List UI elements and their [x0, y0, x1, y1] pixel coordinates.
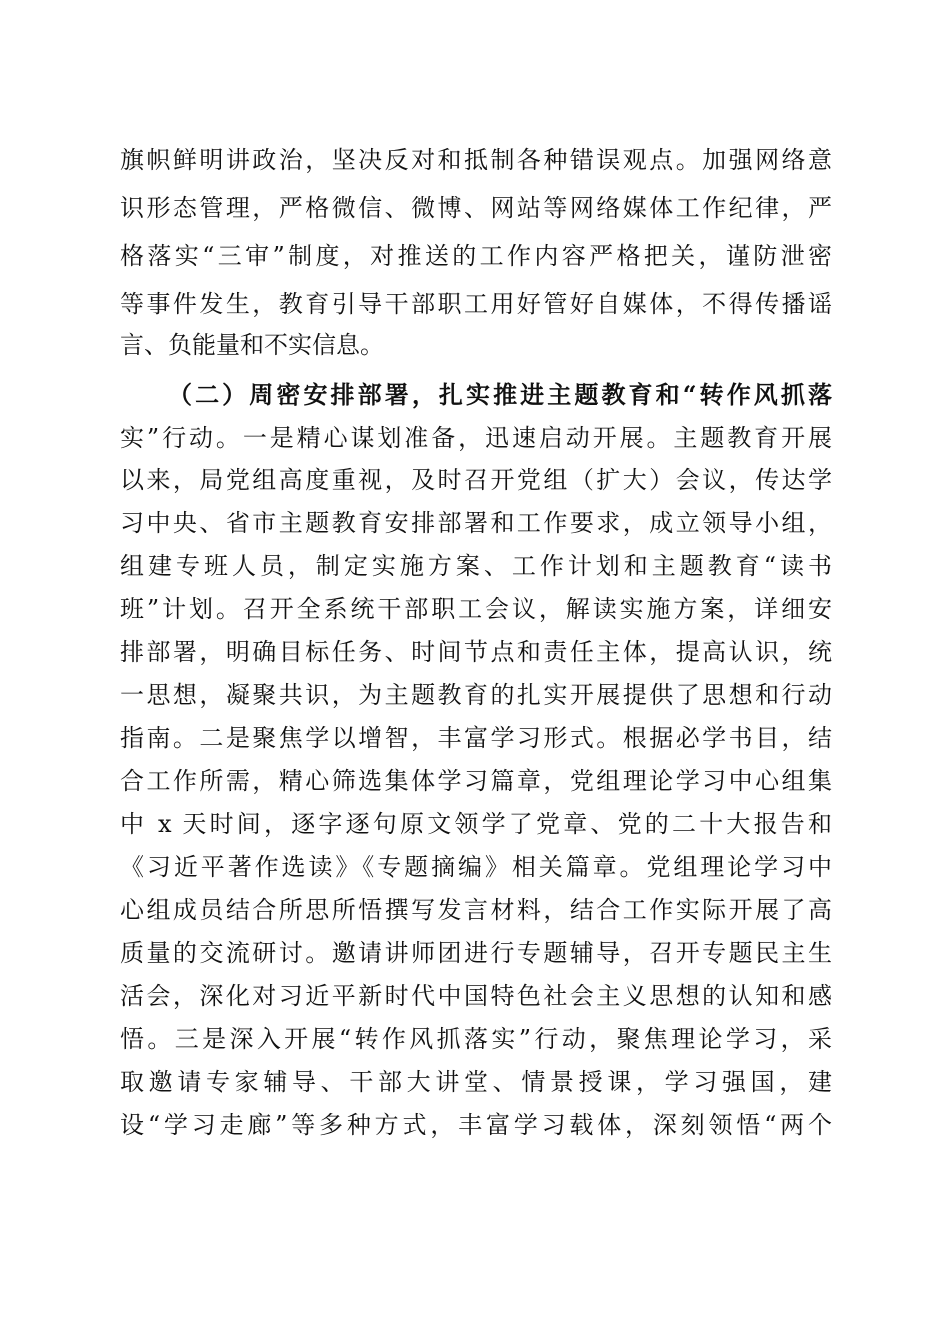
- text-line-15: 合工作所需，精心筛选集体学习篇章，党组理论学习中心组集: [120, 767, 832, 795]
- text-line-18: 心组成员结合所思所悟撰写发言材料，结合工作实际开展了高: [120, 896, 832, 924]
- text-line-17: 《习近平著作选读》《专题摘编》相关篇章。党组理论学习中: [120, 853, 832, 881]
- text-line-7: 实”行动。一是精心谋划准备，迅速启动开展。主题教育开展: [120, 424, 832, 452]
- text-line-3: 格落实“三审”制度，对推送的工作内容严格把关，谨防泄密: [120, 242, 832, 270]
- text-line-11: 班”计划。召开全系统干部职工会议，解读实施方案，详细安: [120, 595, 832, 623]
- text-line-23: 设“学习走廊”等多种方式，丰富学习载体，深刻领悟“两个: [120, 1111, 832, 1139]
- text-line-1: 旗帜鲜明讲政治，坚决反对和抵制各种错误观点。加强网络意: [120, 146, 832, 174]
- text-line-2: 识形态管理，严格微信、微博、网站等网络媒体工作纪律，严: [120, 194, 832, 222]
- text-line-16: 中 x 天时间，逐字逐句原文领学了党章、党的二十大报告和: [120, 810, 832, 838]
- text-line-8: 以来，局党组高度重视，及时召开党组（扩大）会议，传达学: [120, 466, 832, 494]
- text-line-12: 排部署，明确目标任务、时间节点和责任主体，提高认识，统: [120, 638, 832, 666]
- text-line-21: 悟。三是深入开展“转作风抓落实”行动，聚焦理论学习，采: [120, 1025, 832, 1053]
- text-line-13: 一思想，凝聚共识，为主题教育的扎实开展提供了思想和行动: [120, 681, 832, 709]
- text-line-5: 言、负能量和不实信息。: [120, 331, 384, 359]
- text-line-4: 等事件发生，教育引导干部职工用好管好自媒体，不得传播谣: [120, 290, 832, 318]
- text-line-20: 活会，深化对习近平新时代中国特色社会主义思想的认知和感: [120, 982, 832, 1010]
- section-heading-line: （二）周密安排部署，扎实推进主题教育和“转作风抓落: [168, 380, 832, 409]
- text-line-9: 习中央、省市主题教育安排部署和工作要求，成立领导小组，: [120, 509, 832, 537]
- text-line-10: 组建专班人员，制定实施方案、工作计划和主题教育“读书: [120, 552, 832, 580]
- text-line-14: 指南。二是聚焦学以增智，丰富学习形式。根据必学书目，结: [120, 724, 832, 752]
- text-line-19: 质量的交流研讨。邀请讲师团进行专题辅导，召开专题民主生: [120, 939, 832, 967]
- text-line-22: 取邀请专家辅导、干部大讲堂、情景授课，学习强国，建: [120, 1068, 832, 1096]
